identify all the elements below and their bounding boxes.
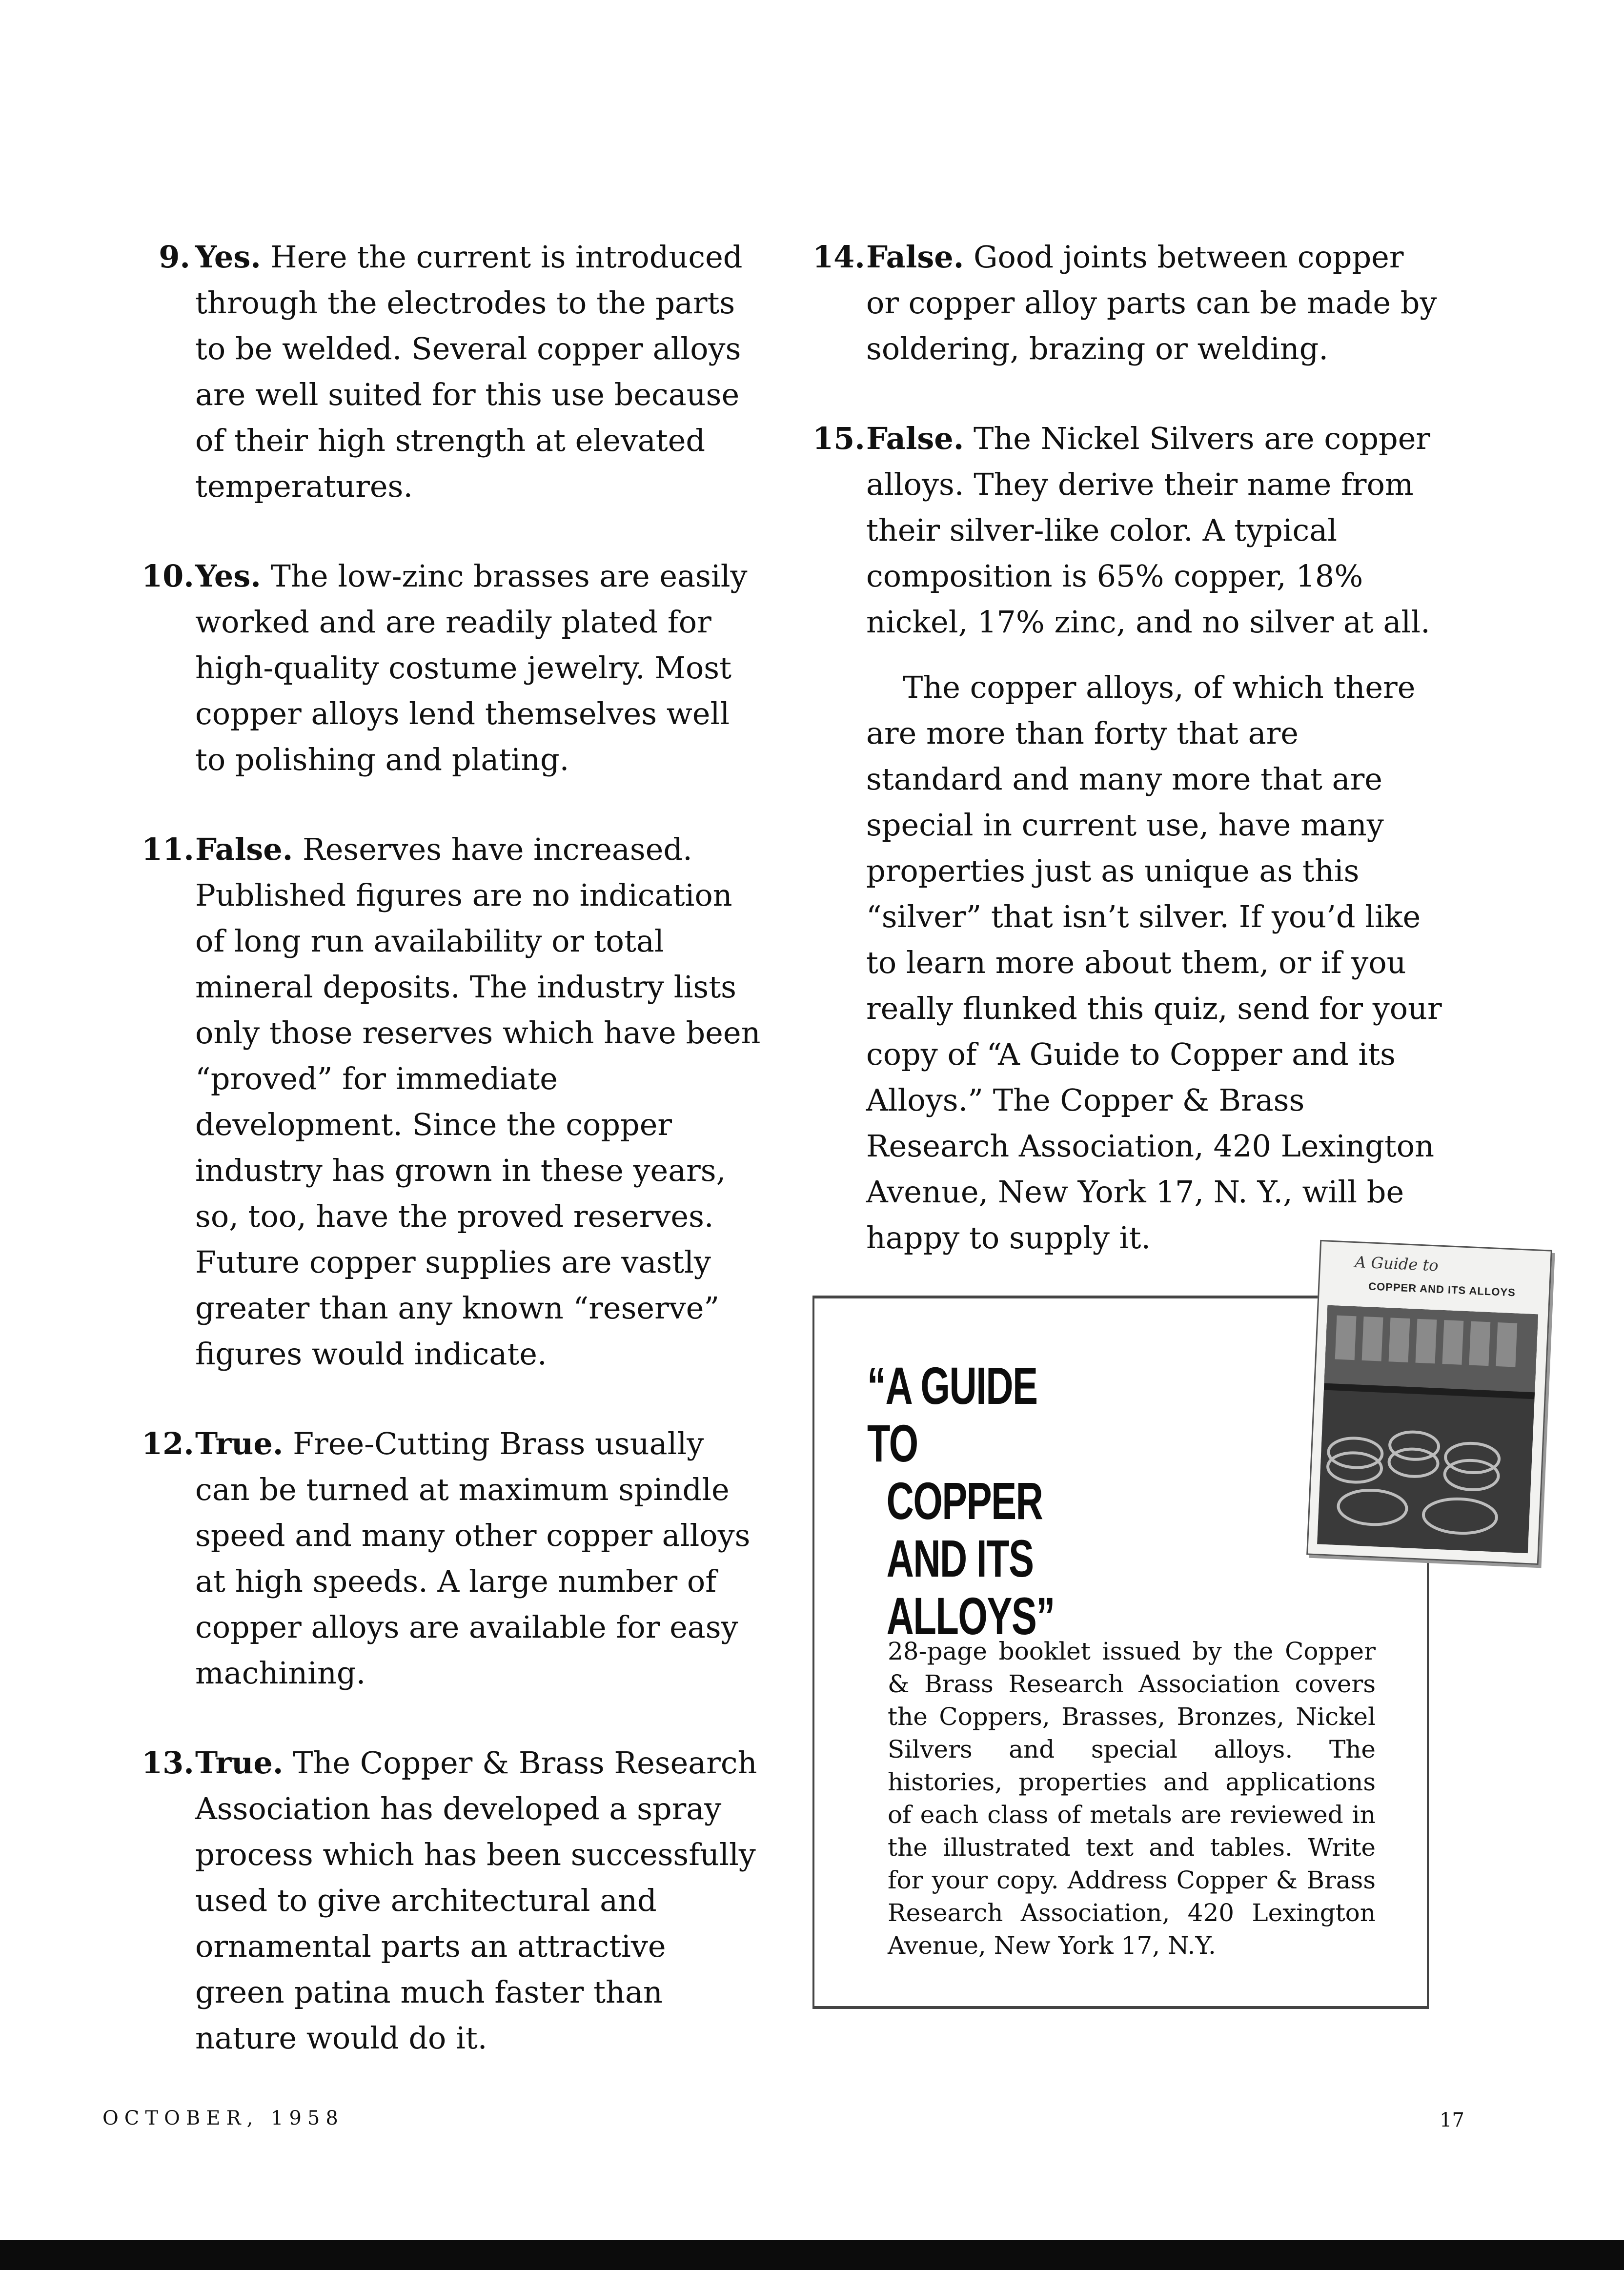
answer-text: Here the current is introduced through the electrodes to the parts to be welded. Several copper alloys are well suited for this use because of their high strength at elevated temperatures. xyxy=(195,239,743,504)
answer-verdict: False. xyxy=(866,421,964,456)
answer-9 xyxy=(142,234,761,509)
footer-date: OCTOBER, 1958 xyxy=(102,2107,344,2129)
answer-text: The low-zinc brasses are easily worked and are readily plated for high-quality costume jewelry. Most copper alloys lend themselves well to polishing and plating. xyxy=(195,558,748,777)
answer-verdict: True. xyxy=(195,1426,284,1461)
answer-number: 9. xyxy=(159,239,190,275)
answer-number: 15. xyxy=(812,421,865,456)
factory-photo xyxy=(1317,1305,1538,1553)
answer-verdict: False. xyxy=(195,831,293,867)
answer-number: 10. xyxy=(142,558,194,594)
answer-12 xyxy=(142,1421,761,1696)
answer-number: 14. xyxy=(812,239,865,275)
booklet-caption: COPPER AND ITS ALLOYS xyxy=(1368,1280,1516,1299)
answer-15 xyxy=(812,416,1442,645)
ad-body-text: 28-page booklet issued by the Copper & Brass Research Association covers the Coppers, Brasses, Bronzes, Nickel Silvers and special alloys. The histories, properties and applications of each class of metals are reviewed in the illustrated text and tables. Write for your copy. Address Copper & Brass Research Association, 420 Lexington Avenue, New York 17, N.Y. xyxy=(888,1637,1376,1960)
booklet-cover-image xyxy=(1306,1240,1552,1565)
left-column xyxy=(142,234,761,2105)
answer-text: Reserves have increased. Published figures are no indication of long run availability or total mineral deposits. The industry lists only those reserves which have been “proved” for immediate development. Since the copper industry has grown in these years, so, too, have the proved reserves. Future copper supplies are vastly greater than any known “reserve” figures would indicate. xyxy=(195,831,761,1372)
answer-verdict: True. xyxy=(195,1745,284,1781)
answer-verdict: Yes. xyxy=(195,239,261,275)
answer-text: The Nickel Silvers are copper alloys. They derive their name from their silver-like color. A typical composition is 65% copper, 18% nickel, 17% zinc, and no silver at all. xyxy=(866,421,1431,640)
factory-photo-illustration xyxy=(1317,1305,1538,1553)
answer-number: 11. xyxy=(142,831,194,867)
answer-11 xyxy=(142,827,761,1377)
answer-verdict: Yes. xyxy=(195,558,261,594)
answer-13 xyxy=(142,1740,761,2061)
answer-text: Good joints between copper or copper alloy parts can be made by soldering, brazing or welding. xyxy=(866,239,1437,366)
booklet-script-title: A Guide to xyxy=(1354,1253,1439,1275)
ad-title-line: “A GUIDE TO xyxy=(867,1356,1037,1473)
answer-text: Free-Cutting Brass usually can be turned at maximum spindle speed and many other copper alloys at high speeds. A large number of copper alloys are available for easy machining. xyxy=(195,1426,751,1691)
answer-number: 12. xyxy=(142,1426,194,1461)
page-number: 17 xyxy=(1440,2109,1464,2131)
ad-title-line: ALLOYS” xyxy=(886,1586,1055,1645)
ad-title-line: COPPER xyxy=(886,1471,1043,1530)
answer-14 xyxy=(812,234,1442,372)
ad-title-line: AND ITS xyxy=(886,1529,1034,1588)
closing-paragraph: The copper alloys, of which there are more than forty that are standard and many more that are special in current use, have many properties just as unique as this “silver” that isn’t silver. If you’d like to learn more about them, or if you really flunked this quiz, send for your copy of “A Guide to Copper and its Alloys.” The Copper & Brass Research Association, 420 Lexington Avenue, New York 17, N. Y., will be happy to supply it. xyxy=(866,669,1442,1256)
right-column xyxy=(812,234,1442,1261)
scan-edge-bar xyxy=(0,2240,1624,2270)
ad-title xyxy=(867,1356,1055,1645)
answer-number: 13. xyxy=(142,1745,194,1781)
answer-verdict: False. xyxy=(866,239,964,275)
answer-10 xyxy=(142,553,761,783)
answer-text: The Copper & Brass Research Association has developed a spray process which has been successfully used to give architectural and ornamental parts an attractive green patina much faster than nature would do it. xyxy=(195,1745,757,2056)
booklet-advertisement xyxy=(812,1253,1516,2009)
